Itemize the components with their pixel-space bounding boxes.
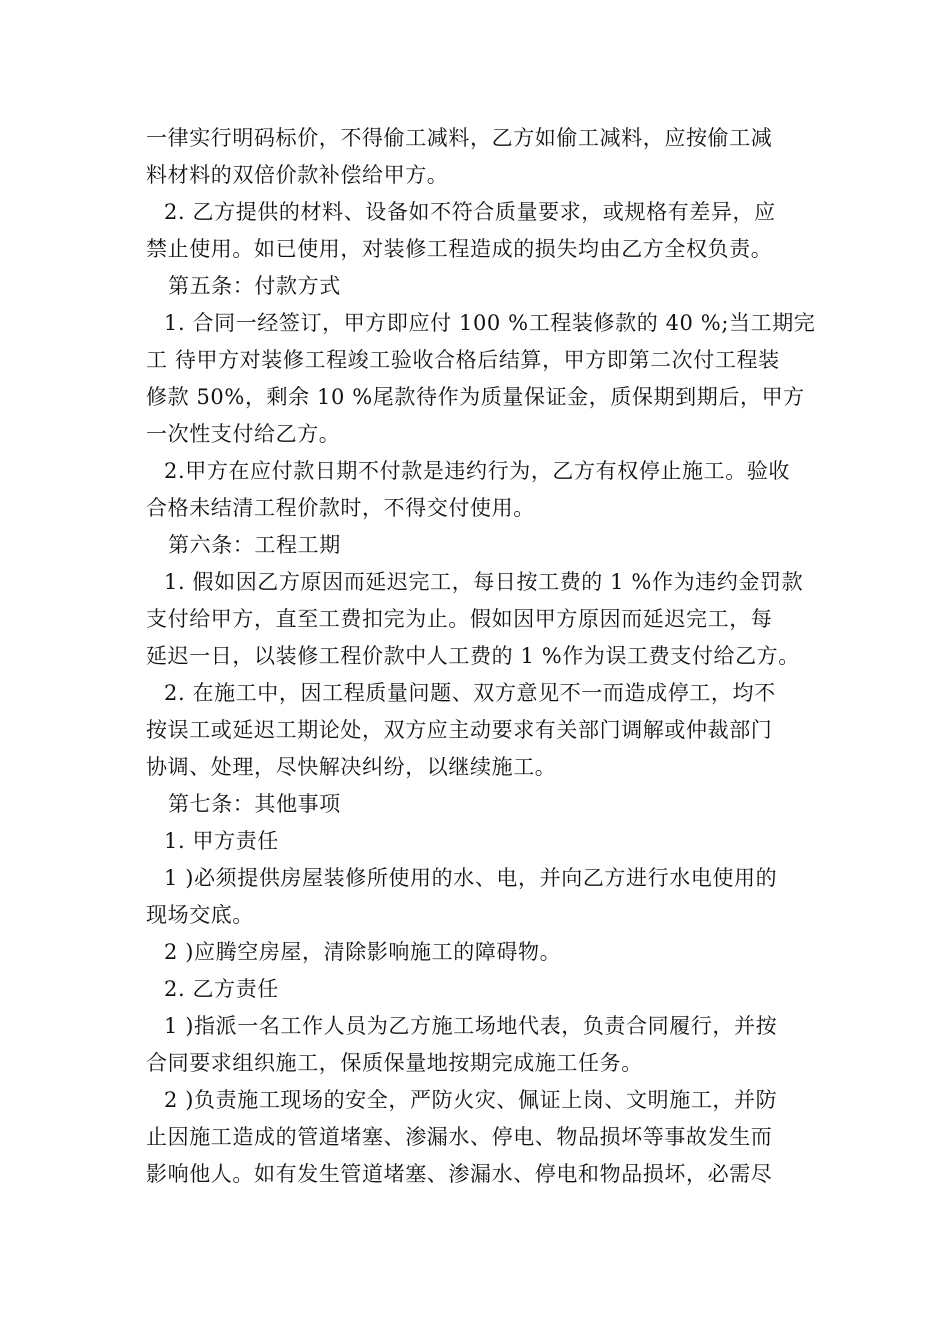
text-line: 现场交底。 [146, 903, 254, 927]
clause-item: 1. 合同一经签订，甲方即应付 100 %工程装修款的 40 %;当工期完 [164, 311, 816, 335]
text-line: 一律实行明码标价，不得偷工减料，乙方如偷工减料，应按偷工减 [146, 126, 773, 150]
document-body [146, 120, 816, 1193]
clause-item: 1 )必须提供房屋装修所使用的水、电，并向乙方进行水电使用的 [164, 866, 778, 890]
text-line: 合同要求组织施工，保质保量地按期完成施工任务。 [146, 1051, 643, 1075]
text-line: 修款 50%，剩余 10 %尾款待作为质量保证金，质保期到期后，甲方 [146, 385, 805, 409]
text-line: 合格未结清工程价款时，不得交付使用。 [146, 496, 535, 520]
text-line: 禁止使用。如已使用，对装修工程造成的损失均由乙方全权负责。 [146, 237, 773, 261]
text-line: 料材料的双倍价款补偿给甲方。 [146, 163, 449, 187]
text-line: 延迟一日，以装修工程价款中人工费的 1 %作为误工费支付给乙方。 [146, 644, 800, 668]
clause-item: 2.甲方在应付款日期不付款是违约行为，乙方有权停止施工。验收 [164, 459, 791, 483]
sub-heading: 1. 甲方责任 [164, 829, 279, 853]
section-heading: 第七条：其他事项 [168, 792, 341, 816]
clause-item: 1. 假如因乙方原因而延迟完工，每日按工费的 1 %作为违约金罚款 [164, 570, 804, 594]
clause-item: 2. 乙方提供的材料、设备如不符合质量要求，或规格有差异，应 [164, 200, 776, 224]
text-line: 按误工或延迟工期论处，双方应主动要求有关部门调解或仲裁部门 [146, 718, 773, 742]
text-line: 支付给甲方，直至工费扣完为止。假如因甲方原因而延迟完工，每 [146, 607, 773, 631]
text-line: 协调、处理，尽快解决纠纷，以继续施工。 [146, 755, 557, 779]
section-heading: 第五条：付款方式 [168, 274, 341, 298]
text-line: 一次性支付给乙方。 [146, 422, 341, 446]
clause-item: 2 )负责施工现场的安全，严防火灾、佩证上岗、文明施工，并防 [164, 1088, 778, 1112]
clause-item: 1 )指派一名工作人员为乙方施工场地代表，负责合同履行，并按 [164, 1014, 778, 1038]
sub-heading: 2. 乙方责任 [164, 977, 279, 1001]
clause-item: 2 )应腾空房屋，清除影响施工的障碍物。 [164, 940, 562, 964]
text-line: 止因施工造成的管道堵塞、渗漏水、停电、物品损坏等事故发生而 [146, 1125, 773, 1149]
text-line: 工 待甲方对装修工程竣工验收合格后结算，甲方即第二次付工程装 [146, 348, 780, 372]
section-heading: 第六条：工程工期 [168, 533, 341, 557]
text-line: 影响他人。如有发生管道堵塞、渗漏水、停电和物品损坏，必需尽 [146, 1162, 773, 1186]
clause-item: 2. 在施工中，因工程质量问题、双方意见不一而造成停工，均不 [164, 681, 776, 705]
